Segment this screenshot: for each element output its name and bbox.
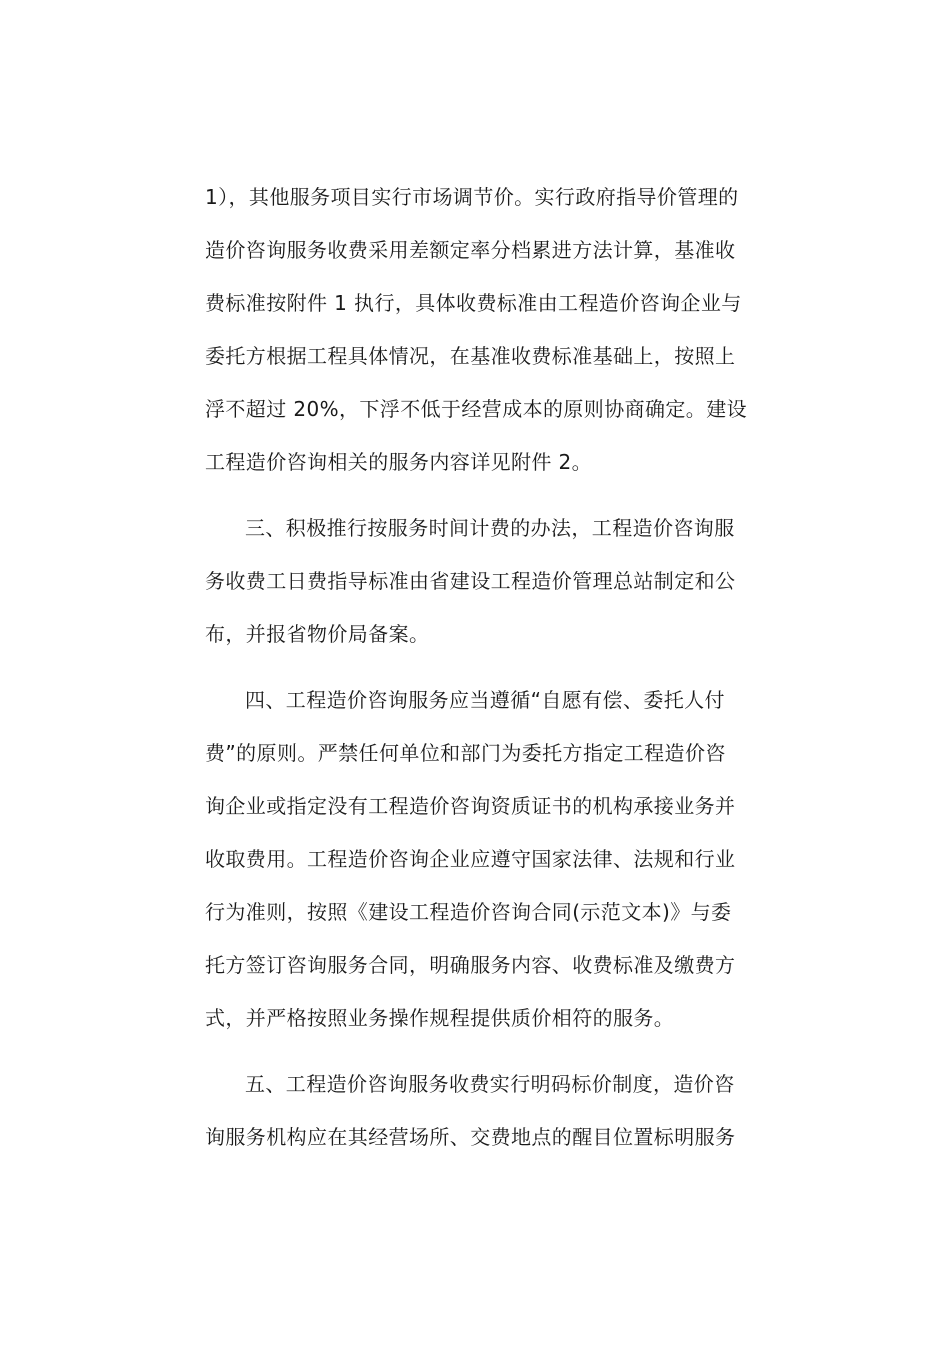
text-line: 询企业或指定没有工程造价咨询资质证书的机构承接业务并 xyxy=(205,794,736,818)
text-line: 收取费用。工程造价咨询企业应遵守国家法律、法规和行业 xyxy=(205,847,736,871)
text-line: 费标准按附件 1 执行，具体收费标准由工程造价咨询企业与 xyxy=(205,291,742,315)
text-line: 询服务机构应在其经营场所、交费地点的醒目位置标明服务 xyxy=(205,1125,736,1149)
text-line: 务收费工日费指导标准由省建设工程造价管理总站制定和公 xyxy=(205,569,736,593)
paragraph-first-line: 三、积极推行按服务时间计费的办法，工程造价咨询服 xyxy=(245,516,735,540)
text-line: 布，并报省物价局备案。 xyxy=(205,622,430,646)
text-line: 费”的原则。严禁任何单位和部门为委托方指定工程造价咨 xyxy=(205,741,726,765)
text-line: 委托方根据工程具体情况，在基准收费标准基础上，按照上 xyxy=(205,344,736,368)
paragraph-first-line: 四、工程造价咨询服务应当遵循“自愿有偿、委托人付 xyxy=(245,688,725,712)
text-line: 工程造价咨询相关的服务内容详见附件 2。 xyxy=(205,450,593,474)
text-line: 造价咨询服务收费采用差额定率分档累进方法计算，基准收 xyxy=(205,238,736,262)
text-line: 行为准则，按照《建设工程造价咨询合同(示范文本)》与委 xyxy=(205,900,732,924)
text-line: 式，并严格按照业务操作规程提供质价相符的服务。 xyxy=(205,1006,675,1030)
text-line: 浮不超过 20%，下浮不低于经营成本的原则协商确定。建设 xyxy=(205,397,748,421)
paragraph-first-line: 五、工程造价咨询服务收费实行明码标价制度，造价咨 xyxy=(245,1072,735,1096)
text-line: 托方签订咨询服务合同，明确服务内容、收费标准及缴费方 xyxy=(205,953,736,977)
text-line: 1），其他服务项目实行市场调节价。实行政府指导价管理的 xyxy=(205,185,739,209)
